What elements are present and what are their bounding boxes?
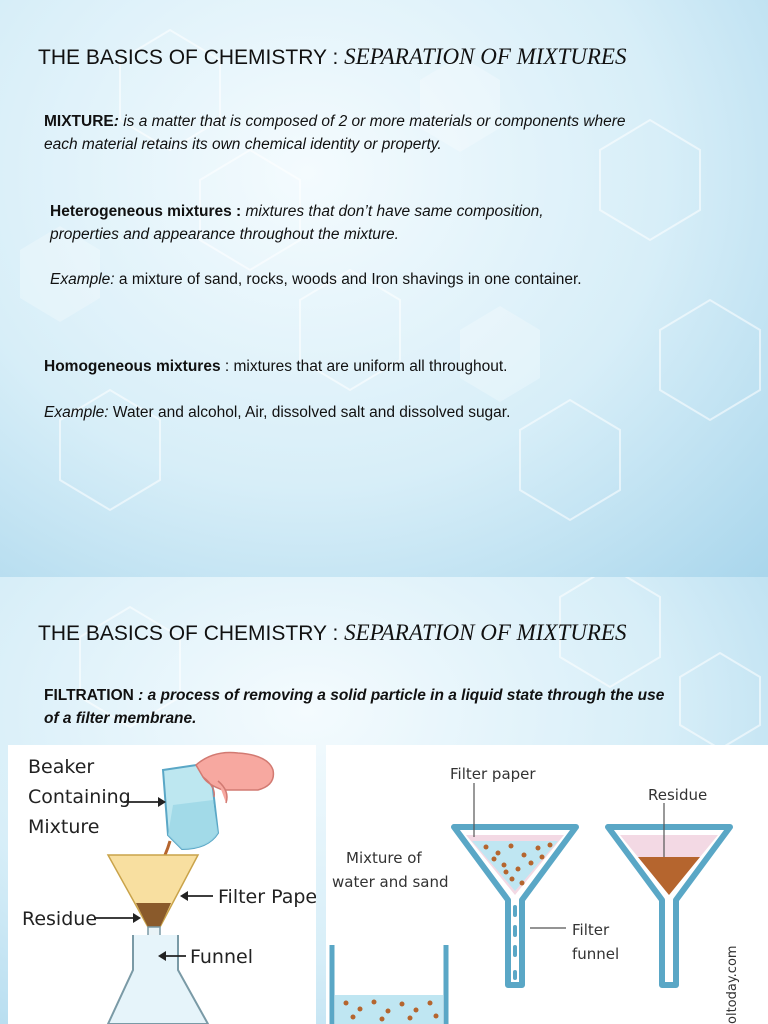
watermark-text: oltoday.com: [725, 945, 740, 1024]
mixture-def-line2: each material retains its own chemical identity or property.: [44, 136, 442, 153]
mixture-label-1: Mixture of: [346, 849, 422, 867]
residue-label: Residue: [648, 786, 708, 804]
filtration-term: FILTRATION: [44, 687, 134, 704]
homogeneous-term: Homogeneous mixtures: [44, 358, 221, 375]
filter-paper-label: Filter Paper: [218, 886, 316, 908]
beaker-label-1: Beaker: [28, 756, 95, 778]
heterogeneous-definition: [50, 200, 740, 246]
title-main: THE BASICS OF CHEMISTRY :: [38, 46, 339, 69]
homogeneous-definition: [44, 355, 744, 378]
heterogeneous-example-text: a mixture of sand, rocks, woods and Iron shavings in one container.: [114, 271, 582, 288]
beaker-label-2: Containing: [28, 786, 131, 808]
slide-2-title: [38, 620, 626, 646]
filtration-definition: [44, 684, 744, 730]
filtration-diagram-left: [8, 745, 316, 1024]
mixture-colon: :: [113, 113, 119, 130]
title-sub: SEPARATION OF MIXTURES: [344, 44, 627, 69]
filter-paper-label: Filter paper: [450, 765, 536, 783]
homogeneous-example-label: Example:: [44, 404, 109, 421]
slide-1-title: [38, 44, 626, 70]
title-sub: SEPARATION OF MIXTURES: [344, 620, 627, 645]
homogeneous-example: [44, 401, 744, 424]
mixture-definition: [44, 110, 734, 156]
mixture-beaker-illustration: [332, 945, 446, 1024]
heterogeneous-term: Heterogeneous mixtures :: [50, 203, 242, 220]
residue-funnel-illustration: [608, 827, 730, 985]
homogeneous-def: : mixtures that are uniform all throughout.: [220, 358, 508, 375]
homogeneous-example-text: Water and alcohol, Air, dissolved salt and dissolved sugar.: [108, 404, 511, 421]
mixture-label-2: water and sand: [332, 873, 449, 891]
beaker-label-3: Mixture: [28, 816, 100, 838]
heterogeneous-def-line2: properties and appearance throughout the mixture.: [50, 226, 399, 243]
filter-funnel-label-2: funnel: [572, 945, 620, 963]
slide-2: [0, 577, 768, 1024]
funnel-label: Funnel: [190, 946, 253, 968]
filtration-def-line1: : a process of removing a solid particle in a liquid state through the use: [133, 687, 665, 704]
filter-funnel-illustration: [454, 827, 576, 985]
residue-label: Residue: [22, 908, 98, 930]
filter-funnel-label-1: Filter: [572, 921, 610, 939]
beaker-illustration: [163, 753, 273, 850]
mixture-term: MIXTURE: [44, 113, 114, 130]
title-main: THE BASICS OF CHEMISTRY :: [38, 622, 339, 645]
heterogeneous-example: [50, 268, 750, 291]
mixture-def-line1: is a matter that is composed of 2 or more materials or components where: [118, 113, 626, 130]
heterogeneous-def-line1: mixtures that don’t have same composition,: [241, 203, 544, 220]
heterogeneous-example-label: Example:: [50, 271, 115, 288]
filtration-def-line2: of a filter membrane.: [44, 710, 197, 727]
filtration-diagram-right: [326, 745, 768, 1024]
